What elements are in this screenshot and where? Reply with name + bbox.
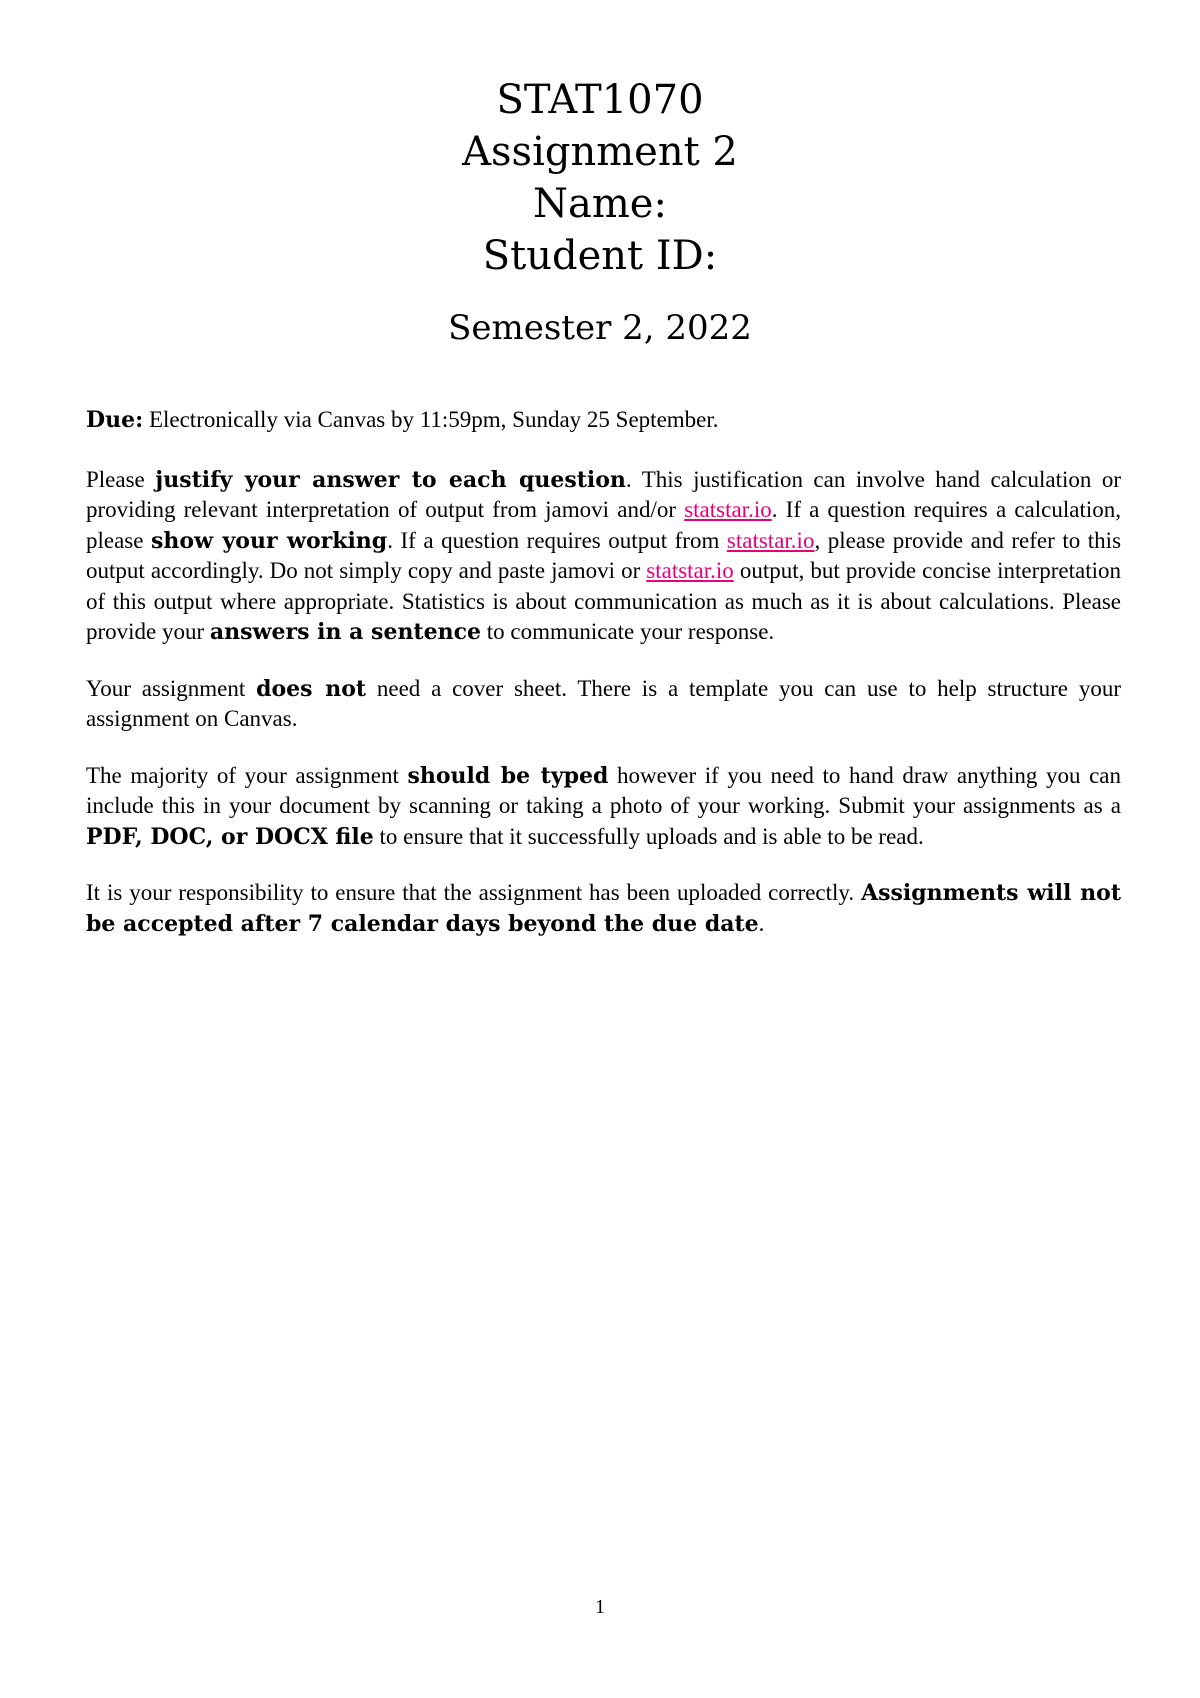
text-run: output, but provide concise interpretation of this output where appropriate. Statistics is about communication as much as it is about calculations. Please provide your bbox=[86, 558, 1121, 644]
text-run: . This justification can involve hand calculation or providing relevant interpretation of output from jamovi and/or bbox=[86, 466, 1121, 522]
bold-run: should be typed bbox=[407, 762, 609, 789]
bold-run: Assignments will not be accepted after 7 calendar days beyond the due date bbox=[86, 880, 1121, 937]
text-run: to ensure that it successfully uploads and is able to be read. bbox=[373, 823, 924, 849]
text-run: , please provide and refer to this output accordingly. Do not simply copy and paste jamovi or bbox=[86, 527, 1122, 583]
bold-run: PDF, DOC, or DOCX file bbox=[86, 823, 374, 850]
text-run: . bbox=[758, 910, 765, 936]
instructions-body bbox=[86, 405, 1121, 965]
text-run: need a cover sheet. There is a template you can use to help structure your assignment on Canvas. bbox=[86, 675, 1121, 731]
due-label: Due: bbox=[86, 407, 144, 433]
due-text: Electronically via Canvas by 11:59pm, Sunday 25 September. bbox=[143, 407, 719, 432]
cover-sheet-paragraph bbox=[86, 674, 1121, 735]
text-run: . If a question requires output from bbox=[387, 527, 727, 553]
typed-paragraph bbox=[86, 761, 1121, 853]
title-block bbox=[0, 74, 1200, 282]
statstar-link[interactable]: statstar.io bbox=[646, 558, 734, 583]
justification-paragraph bbox=[86, 465, 1121, 648]
text-run: . If a question requires a calculation, please bbox=[86, 497, 1121, 553]
name-label: Name: bbox=[533, 181, 667, 227]
course-code: STAT1070 bbox=[496, 77, 704, 123]
bold-run: does not bbox=[256, 675, 367, 702]
text-run: It is your responsibility to ensure that the assignment has been uploaded correctly. bbox=[86, 880, 862, 905]
text-run: however if you need to hand draw anything you can include this in your document by scanning or taking a photo of your working. Submit your assignments as a bbox=[86, 762, 1121, 818]
text-run: Your assignment bbox=[86, 675, 257, 701]
student-id-label: Student ID: bbox=[482, 233, 718, 279]
statstar-link[interactable]: statstar.io bbox=[726, 527, 815, 553]
bold-run: justify your answer to each question bbox=[155, 466, 626, 493]
page-number: 1 bbox=[595, 1596, 605, 1618]
responsibility-paragraph bbox=[86, 878, 1121, 939]
due-paragraph bbox=[86, 405, 1121, 436]
semester-line: Semester 2, 2022 bbox=[448, 308, 752, 348]
bold-run: answers in a sentence bbox=[209, 619, 481, 645]
text-run: to communicate your response. bbox=[480, 619, 775, 644]
text-run: Please bbox=[86, 466, 156, 492]
assignment-title: Assignment 2 bbox=[462, 129, 738, 175]
text-run: The majority of your assignment bbox=[86, 762, 408, 788]
bold-run: show your working bbox=[151, 527, 388, 554]
statstar-link[interactable]: statstar.io bbox=[684, 497, 772, 522]
